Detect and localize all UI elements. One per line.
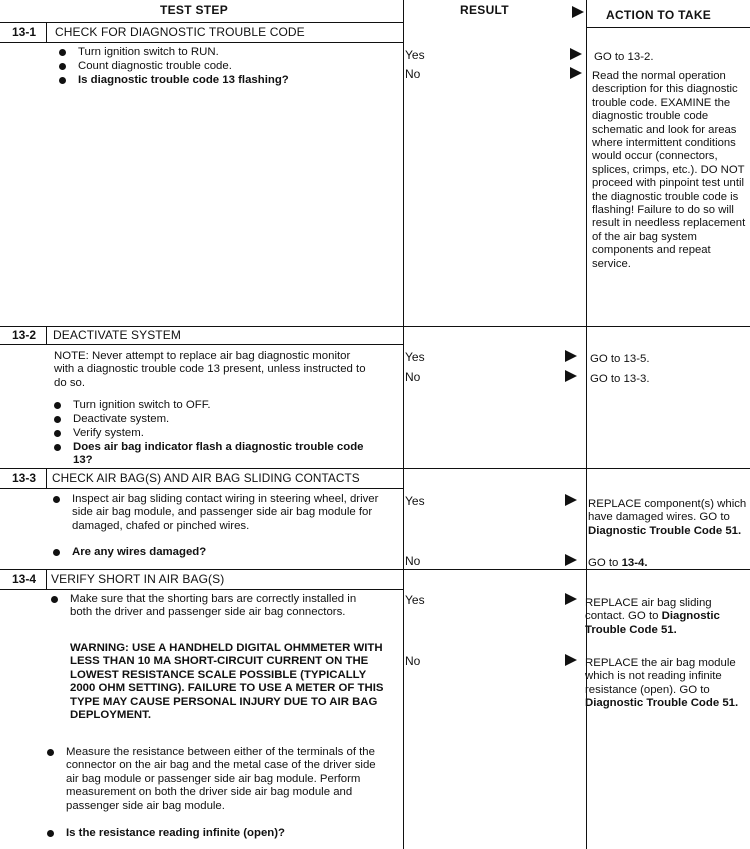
action-text-part: REPLACE air bag sliding contact. GO to [585, 597, 712, 623]
action-link-text: Diagnostic Trouble Code 51. [588, 524, 742, 537]
step-number-divider [46, 22, 47, 42]
rule [586, 27, 750, 28]
rule [0, 589, 403, 590]
action-text [588, 557, 746, 570]
step-note: NOTE: Never attempt to replace air bag diagnostic monitor with a diagnostic trouble code 13 present, unless instructed to do so. [54, 350, 366, 389]
step-bullet: Count diagnostic trouble code. [78, 60, 388, 73]
step-bullet: Measure the resistance between either of the terminals of the connector on the air bag and the metal case of the driver side air bag module or passenger side air bag module. Perform measurement on both the driver side air bag module and passenger side air bag module. [66, 746, 386, 813]
step-question: Is diagnostic trouble code 13 flashing? [78, 74, 388, 87]
action-text: Read the normal operation description for this diagnostic trouble code. EXAMINE the diagnostic trouble code schematic and look for areas where intermittent conditions would occur (connectors, splices, crimps, etc.). DO NOT proceed with pinpoint test until the diagnostic trouble code is flashing! Failure to do so will result in needless replacement of the air bag system components and repeat service. [592, 70, 746, 270]
step-number-divider [46, 468, 47, 488]
action-text [588, 498, 748, 538]
step-question: Are any wires damaged? [72, 546, 392, 559]
result-no: No [405, 67, 421, 81]
rule [0, 344, 403, 345]
step-bullet: Make sure that the shorting bars are correctly installed in both the driver and passenger side air bag connectors. [70, 593, 375, 620]
result-yes: Yes [405, 350, 425, 364]
result-no: No [405, 370, 421, 384]
step-number: 13-2 [12, 328, 37, 342]
action-text-part: REPLACE component(s) which have damaged wires. GO to [588, 498, 747, 524]
action-text: GO to 13-3. [590, 373, 650, 385]
result-yes: Yes [405, 494, 425, 508]
action-text-part: GO to [588, 557, 622, 569]
arrow-icon [565, 350, 577, 362]
result-yes: Yes [405, 593, 425, 607]
step-title: CHECK AIR BAG(S) AND AIR BAG SLIDING CONTACTS [52, 471, 360, 485]
column-divider-action [586, 0, 587, 849]
step-bullet: Inspect air bag sliding contact wiring in steering wheel, driver side air bag module, and passenger side air bag module for damaged, chafed or pinched wires. [72, 493, 392, 533]
action-text: GO to 13-5. [590, 353, 650, 365]
step-title: DEACTIVATE SYSTEM [53, 328, 181, 342]
step-bullet: Verify system. [73, 427, 393, 440]
result-no: No [405, 554, 421, 568]
action-text [585, 597, 747, 637]
arrow-icon [570, 48, 582, 60]
warning-text: WARNING: USE A HANDHELD DIGITAL OHMMETER WITH LESS THAN 10 MA SHORT-CIRCUIT CURRENT ON THE LOWEST RESISTANCE SCALE POSSIBLE (TYPICALLY 2000 OHM SETTING). FAILURE TO USE A METER OF THIS TYPE MAY CAUSE PERSONAL INJURY DUE TO AIR BAG DEPLOYMENT. [70, 642, 384, 722]
step-question: Is the resistance reading infinite (open)? [66, 827, 386, 840]
rule [0, 42, 403, 43]
header-arrow-icon [572, 6, 584, 18]
action-text-part: REPLACE the air bag module which is not reading infinite resistance (open). GO to [585, 657, 736, 696]
step-bullet: Turn ignition switch to RUN. [78, 46, 388, 59]
rule [0, 22, 403, 23]
step-question: Does air bag indicator flash a diagnostic trouble code 13? [73, 441, 383, 468]
rule [0, 468, 750, 469]
rule [0, 326, 750, 327]
result-yes: Yes [405, 48, 425, 62]
step-number-divider [46, 326, 47, 344]
arrow-icon [565, 654, 577, 666]
header-result: RESULT [460, 3, 509, 17]
step-title: VERIFY SHORT IN AIR BAG(S) [51, 572, 225, 586]
arrow-icon [565, 554, 577, 566]
action-text: GO to 13-2. [594, 51, 654, 63]
action-link-text: Diagnostic Trouble Code 51. [585, 697, 739, 710]
step-number-divider [46, 569, 47, 589]
step-bullet: Deactivate system. [73, 413, 393, 426]
action-link-text: 13-4. [621, 557, 648, 569]
step-number: 13-3 [12, 471, 37, 485]
arrow-icon [565, 593, 577, 605]
arrow-icon [570, 67, 582, 79]
step-number: 13-4 [12, 572, 37, 586]
header-test-step: TEST STEP [160, 3, 229, 17]
arrow-icon [565, 494, 577, 506]
step-number: 13-1 [12, 25, 37, 39]
rule [0, 488, 403, 489]
header-action: ACTION TO TAKE [606, 8, 712, 22]
step-title: CHECK FOR DIAGNOSTIC TROUBLE CODE [55, 25, 305, 39]
action-text [585, 657, 745, 711]
arrow-icon [565, 370, 577, 382]
step-bullet: Turn ignition switch to OFF. [73, 399, 393, 412]
column-divider-result [403, 0, 404, 849]
result-no: No [405, 654, 421, 668]
action-link-text: Diagnostic Trouble Code 51. [585, 610, 720, 636]
